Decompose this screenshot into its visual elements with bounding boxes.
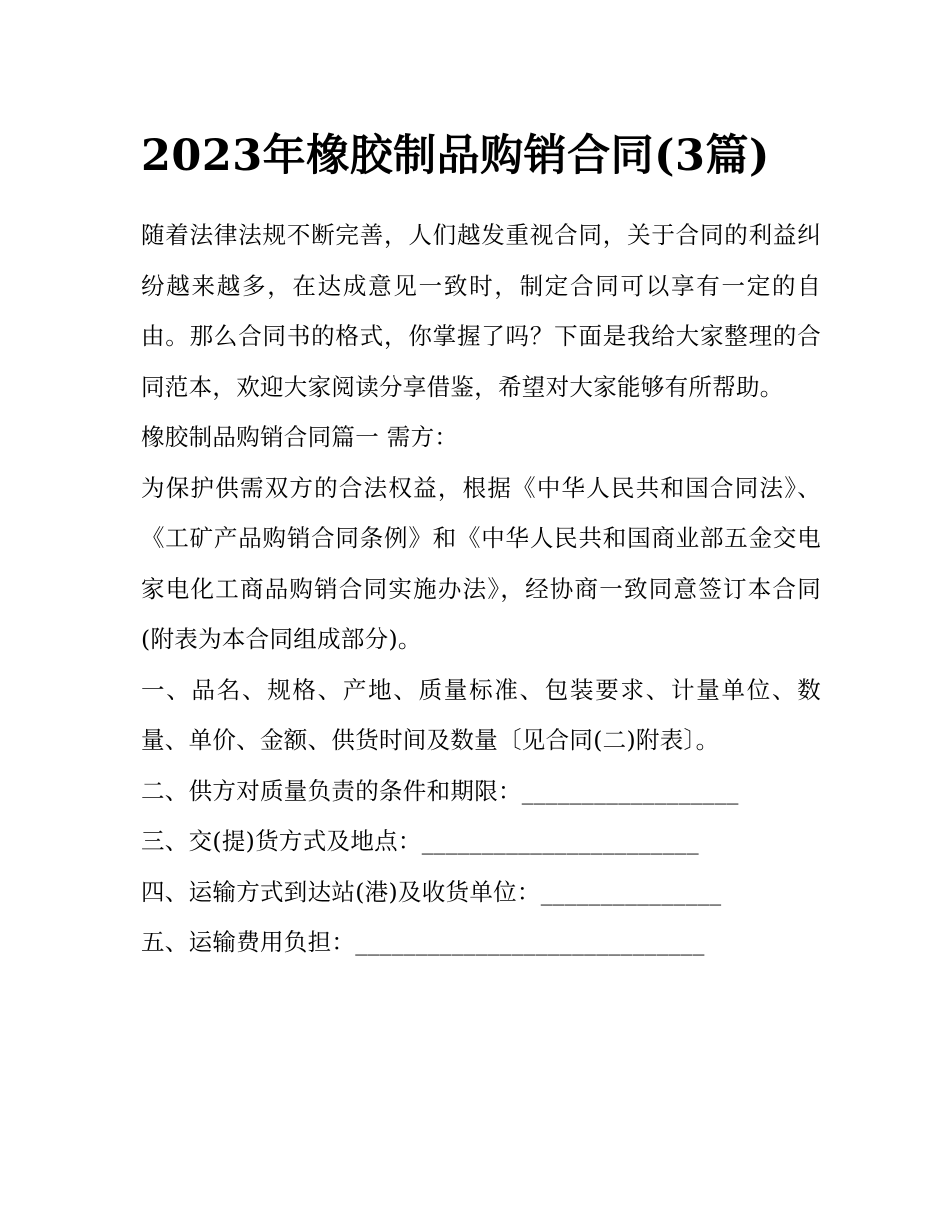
intro-paragraph: 随着法律法规不断完善，人们越发重视合同，关于合同的利益纠纷越来越多，在达成意见一致时，制定合同可以享有一定的自由。那么合同书的格式，你掌握了吗？下面是我给大家整理的合同范本，欢迎大家阅读分享借鉴，希望对大家能够有所帮助。 (141, 221, 821, 401)
preamble-paragraph: 为保护供需双方的合法权益，根据《中华人民共和国合同法》、《工矿产品购销合同条例》和《中华人民共和国商业部五金交电家电化工商品购销合同实施办法》，经协商一致同意签订本合同(附表为本合同组成部分)。 (141, 473, 821, 653)
clause-1: 一、品名、规格、产地、质量标准、包装要求、计量单位、数量、单价、金额、供货时间及数量〔见合同(二)附表〕。 (141, 675, 821, 754)
section-heading: 橡胶制品购销合同篇一 需方： (141, 423, 459, 451)
clause-3: 三、交(提)货方式及地点：_______________________ (141, 827, 699, 855)
clause-4: 四、运输方式到达站(港)及收货单位：_______________ (141, 877, 722, 906)
clause-5: 五、运输费用负担：_____________________________ (141, 928, 705, 956)
document-content (141, 118, 821, 968)
clause-2: 二、供方对质量负责的条件和期限：__________________ (141, 776, 739, 805)
document-title: 2023年橡胶制品购销合同(3篇) (141, 131, 770, 181)
document-body (141, 210, 821, 968)
